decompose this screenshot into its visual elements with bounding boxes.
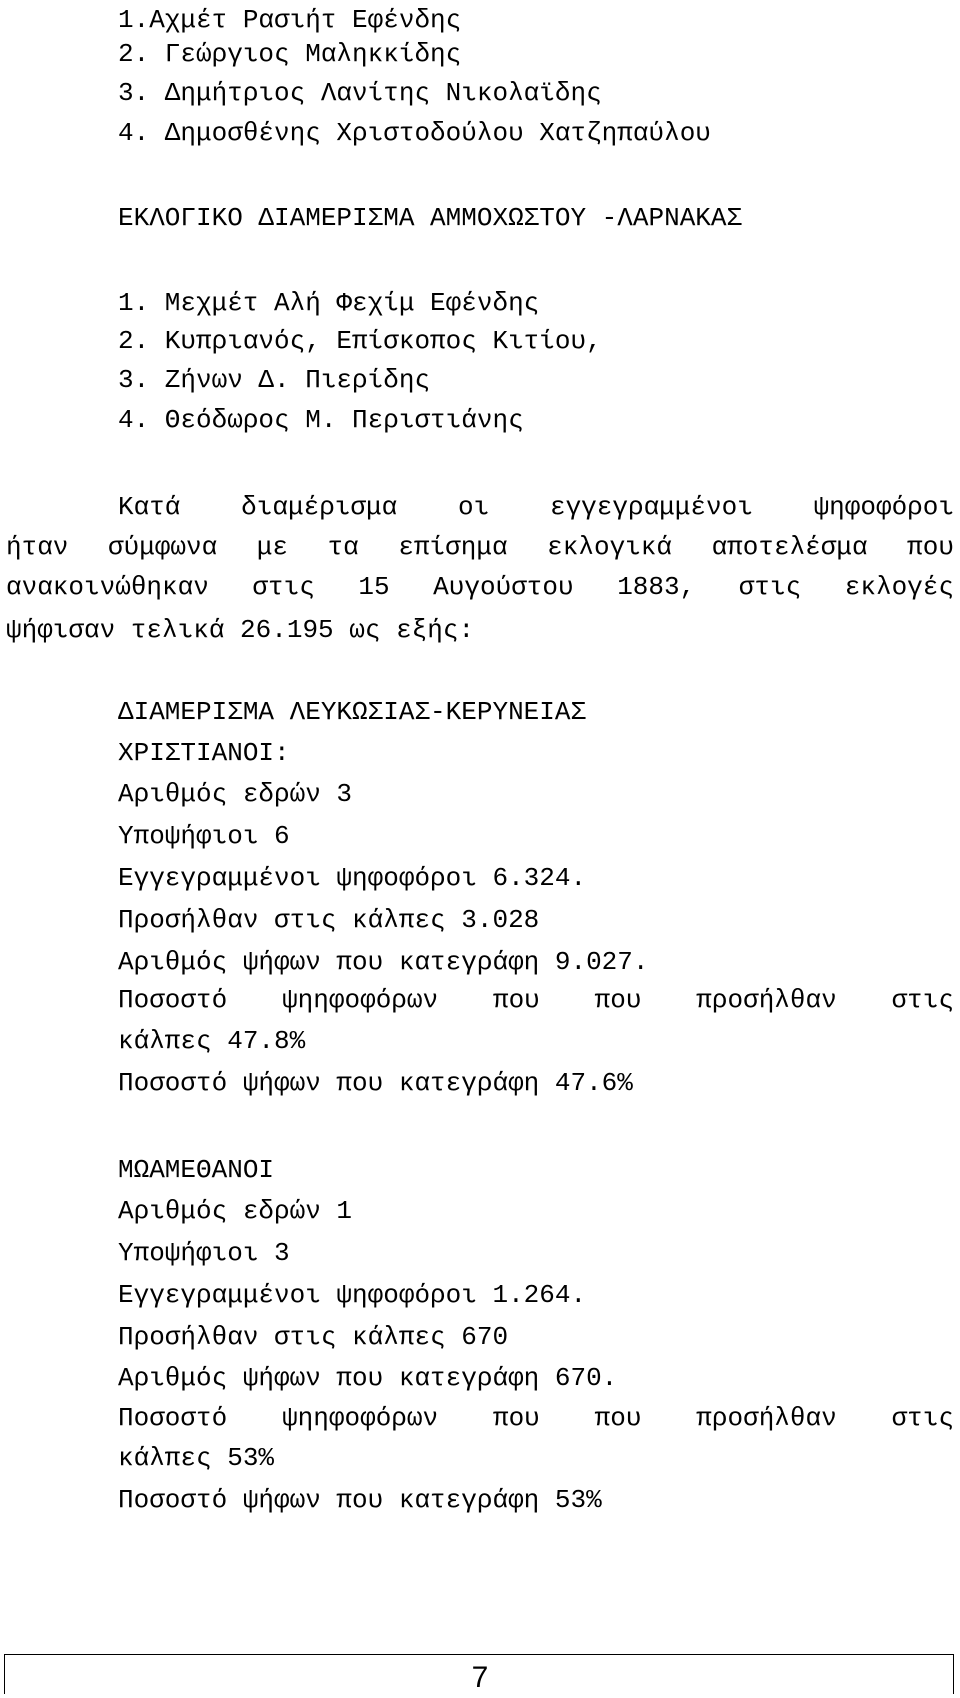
intro-paragraph-line: ψήφισαν τελικά 26.195 ως εξής:: [6, 615, 475, 645]
candidate-list-1-item: 3. Δημήτριος Λανίτης Νικολαϊδης: [118, 78, 602, 108]
intro-paragraph-line: ανακοινώθηκαν στις 15 Αυγούστου 1883, στις εκλογές: [6, 572, 954, 602]
christians-turnout-percentage-cont: κάλπες 47.8%: [118, 1026, 306, 1056]
muslims-votes-recorded: Αριθμός ψήφων που κατεγράφη 670.: [118, 1363, 618, 1393]
candidate-list-2-item: 4. Θεόδωρος Μ. Περιστιάνης: [118, 405, 524, 435]
candidate-list-2-item: 2. Κυπριανός, Επίσκοπος Κιτίου,: [118, 326, 602, 356]
muslims-candidates: Υποψήφιοι 3: [118, 1238, 290, 1268]
christians-votes-recorded: Αριθμός ψήφων που κατεγράφη 9.027.: [118, 947, 649, 977]
muslims-registered-voters: Εγγεγραμμένοι ψηφοφόροι 1.264.: [118, 1280, 587, 1310]
intro-paragraph-line: Κατά διαμέρισμα οι εγγεγραμμένοι ψηφοφόροι: [118, 492, 954, 522]
christians-heading: ΧΡΙΣΤΙΑΝΟΙ:: [118, 738, 290, 768]
muslims-heading: ΜΩΑΜΕΘΑΝΟΙ: [118, 1155, 275, 1185]
district-heading-ammochostos-larnaca: ΕΚΛΟΓΙΚΟ ΔΙΑΜΕΡΙΣΜΑ ΑΜΜΟΧΩΣΤΟΥ -ΛΑΡΝΑΚΑΣ: [118, 203, 743, 233]
christians-candidates: Υποψήφιοι 6: [118, 821, 290, 851]
candidate-list-2-item: 3. Ζήνων Δ. Πιερίδης: [118, 365, 431, 395]
muslims-votes-percentage: Ποσοστό ψήφων που κατεγράφη 53%: [118, 1485, 602, 1515]
muslims-turnout: Προσήλθαν στις κάλπες 670: [118, 1322, 509, 1352]
christians-registered-voters: Εγγεγραμμένοι ψηφοφόροι 6.324.: [118, 863, 587, 893]
muslims-seats: Αριθμός εδρών 1: [118, 1196, 353, 1226]
candidate-list-1-item: 2. Γεώργιος Μαληκκίδης: [118, 39, 462, 69]
candidate-list-2-item: 1. Μεχμέτ Αλή Φεχίμ Εφένδης: [118, 288, 540, 318]
muslims-turnout-percentage-cont: κάλπες 53%: [118, 1443, 275, 1473]
christians-seats: Αριθμός εδρών 3: [118, 779, 353, 809]
christians-turnout-percentage: Ποσοστό ψηηφοφόρων που που προσήλθαν στις: [118, 985, 954, 1015]
intro-paragraph-line: ήταν σύμφωνα με τα επίσημα εκλογικά αποτελέσμα που: [6, 532, 954, 562]
candidate-list-1-item: 4. Δημοσθένης Χριστοδούλου Χατζηπαύλου: [118, 118, 711, 148]
christians-votes-percentage: Ποσοστό ψήφων που κατεγράφη 47.6%: [118, 1068, 633, 1098]
district-heading-nicosia-kyrenia: ΔΙΑΜΕΡΙΣΜΑ ΛΕΥΚΩΣΙΑΣ-ΚΕΡΥΝΕΙΑΣ: [118, 697, 587, 727]
candidate-list-1-item: 1.Αχμέτ Ρασιήτ Εφένδης: [118, 5, 462, 35]
page-number: 7: [471, 1661, 489, 1694]
christians-turnout: Προσήλθαν στις κάλπες 3.028: [118, 905, 540, 935]
muslims-turnout-percentage: Ποσοστό ψηηφοφόρων που που προσήλθαν στις: [118, 1403, 954, 1433]
